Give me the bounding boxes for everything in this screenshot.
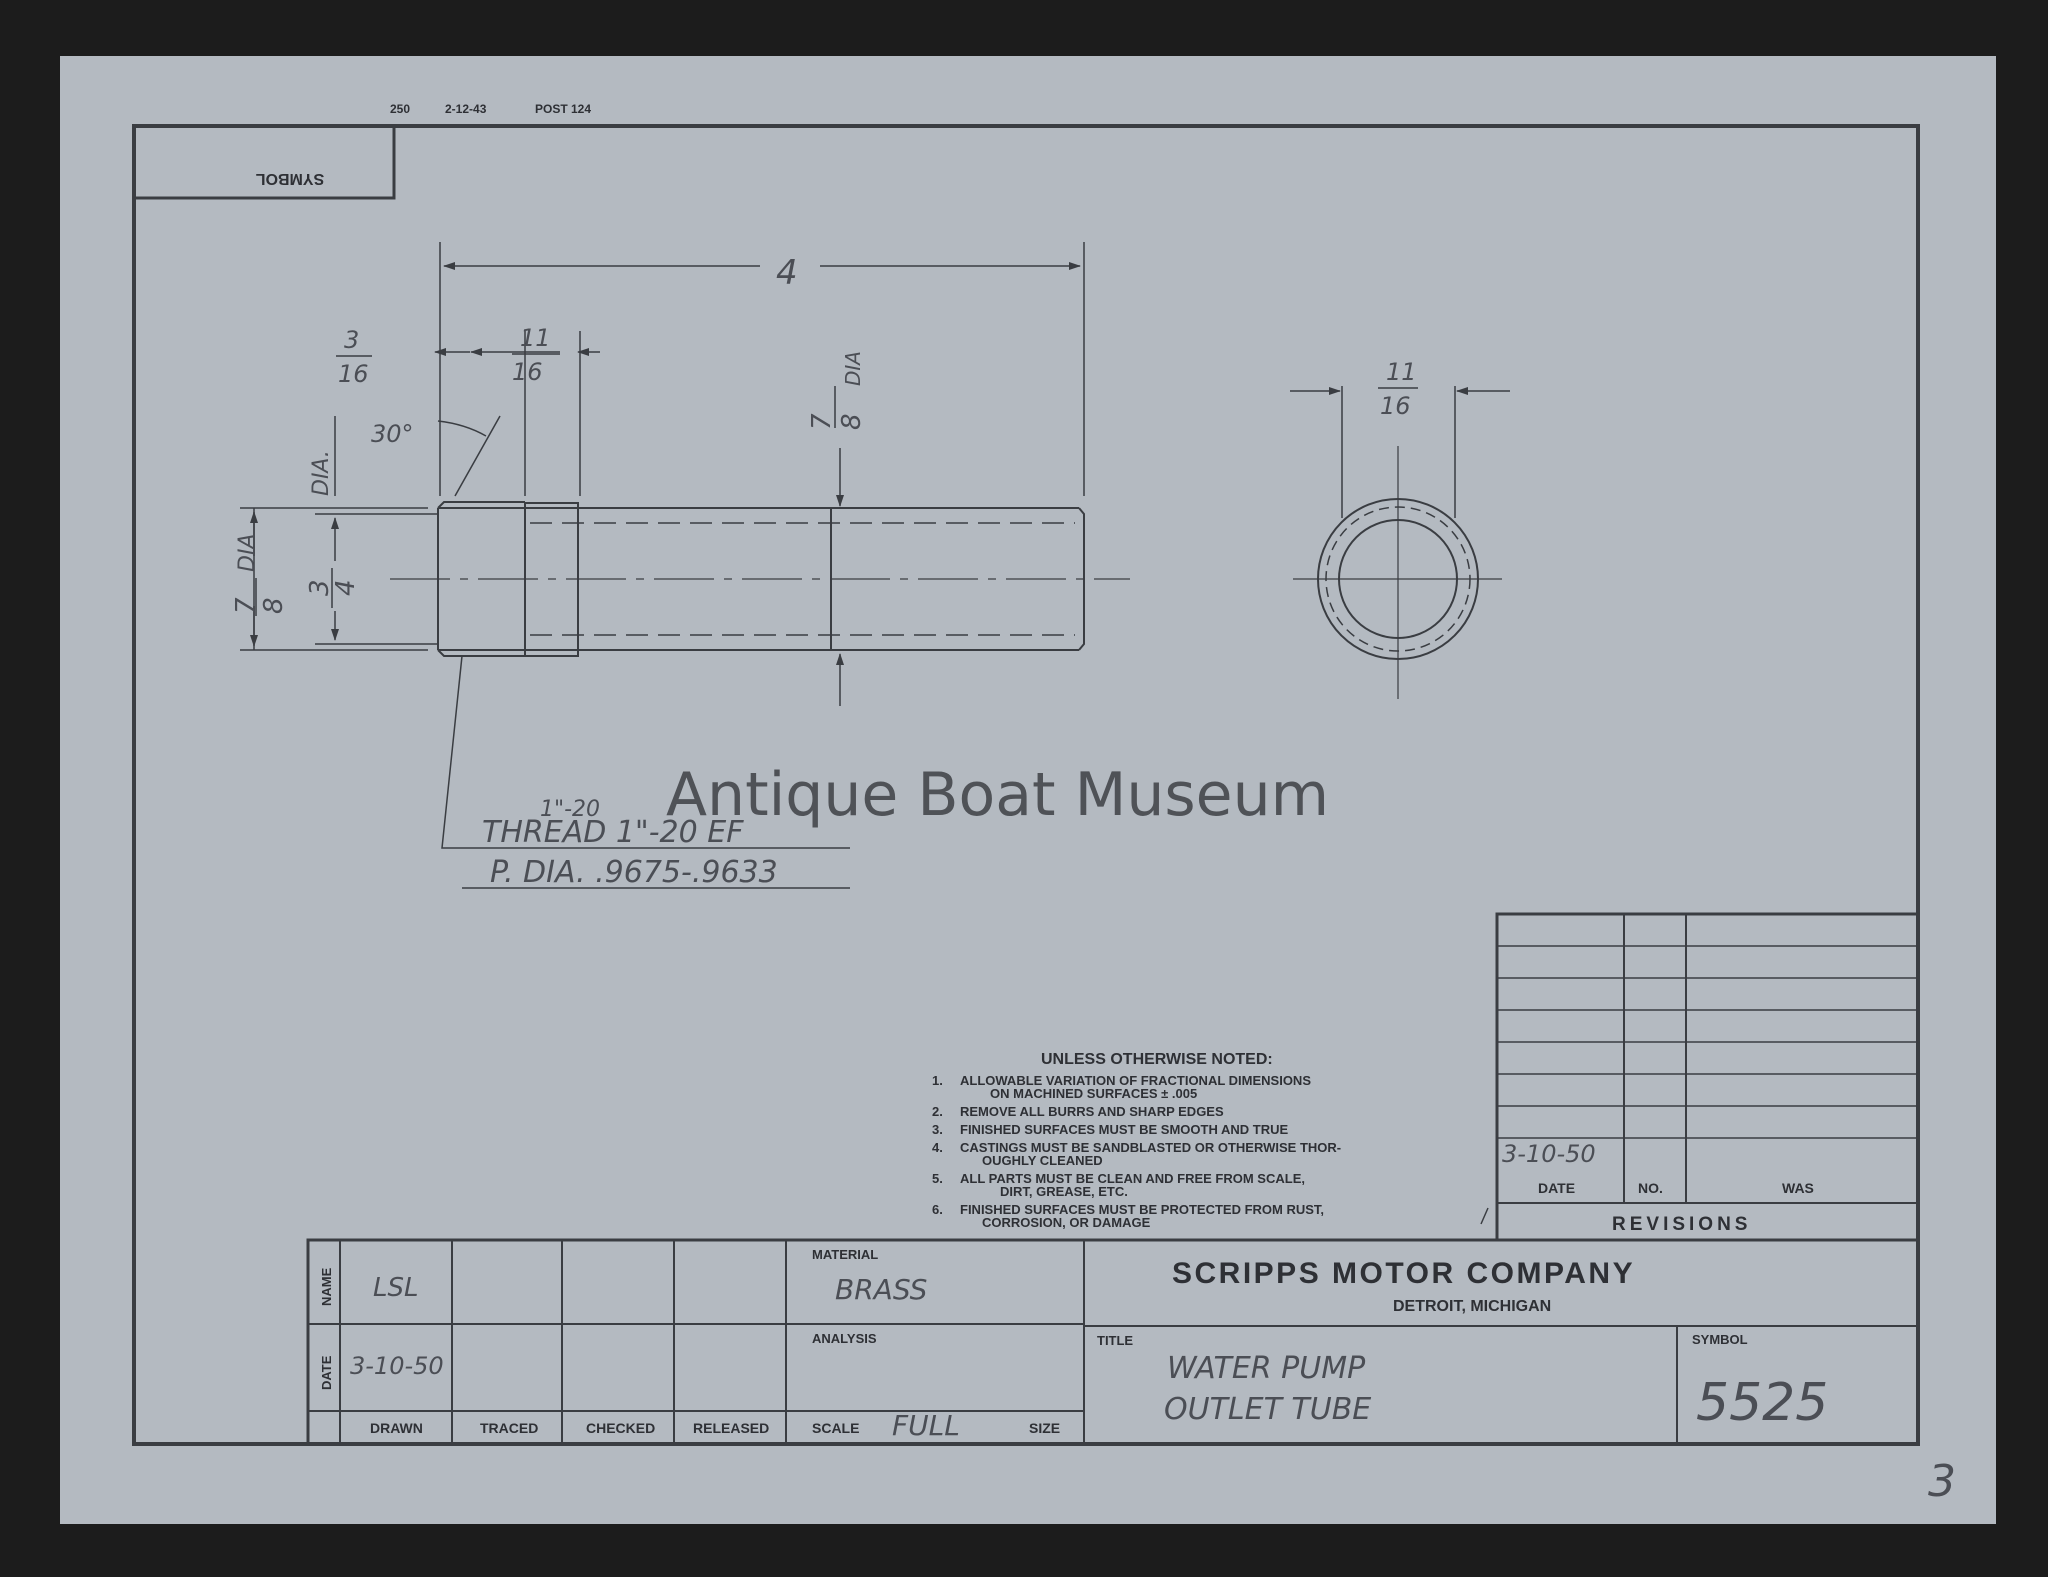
note-5-num: 5. [932,1171,943,1186]
chamfer-numerator: 3 [344,326,360,354]
row-label-name: NAME [319,1267,334,1306]
note-4-line1: CASTINGS MUST BE SANDBLASTED OR OTHERWISE THOR- [960,1140,1342,1155]
overall-length-value: 4 [776,253,798,293]
symbol-box-label: SYMBOL [255,170,325,187]
bore-dia-numerator: 3 [305,579,335,596]
title-label: TITLE [1097,1333,1134,1348]
angle-arc [438,421,486,436]
note-4-line2: OUGHLY CLEANED [982,1153,1103,1168]
dia-tag: DIA. [309,450,334,496]
thread-scribble: 1"-20 [540,797,601,822]
material-value: BRASS [835,1273,928,1306]
note-3-line1: FINISHED SURFACES MUST BE SMOOTH AND TRUE [960,1122,1289,1137]
form-date: 2-12-43 [445,102,487,116]
scale-value: FULL [892,1409,960,1442]
sheet-number: 3 [1928,1456,1956,1507]
note-1-line1: ALLOWABLE VARIATION OF FRACTIONAL DIMENSIONS [960,1073,1311,1088]
tube-side-view [390,502,1130,656]
note-6-line2: CORROSION, OR DAMAGE [982,1215,1151,1230]
row-label-date: DATE [319,1355,334,1390]
drawn-name: LSL [373,1273,419,1303]
note-4-num: 4. [932,1140,943,1155]
size-label: SIZE [1029,1420,1061,1436]
col-checked: CHECKED [586,1420,656,1436]
drawn-date: 3-10-50 [350,1352,444,1380]
revisions-table [1497,914,1918,1240]
angle-value: 30° [371,420,414,448]
note-2-line1: REMOVE ALL BURRS AND SHARP EDGES [960,1104,1224,1119]
general-notes [932,1051,1341,1230]
note-1-num: 1. [932,1073,943,1088]
form-code: POST 124 [535,102,592,116]
end-view-denominator: 16 [1380,392,1411,420]
scale-label: SCALE [812,1420,860,1436]
outer-dia-denominator: 8 [259,597,289,614]
thread-length-denominator: 16 [512,358,543,386]
analysis-label: ANALYSIS [812,1331,877,1346]
drawing-sheet [60,56,1996,1524]
col-released: RELEASED [693,1420,770,1436]
note-5-line1: ALL PARTS MUST BE CLEAN AND FREE FROM SCALE, [960,1171,1305,1186]
revision-col-date: DATE [1538,1180,1576,1196]
title-line2: OUTLET TUBE [1164,1392,1372,1427]
note-2-num: 2. [932,1104,943,1119]
outer-dia-tag: DIA [235,533,260,572]
note-6-line1: FINISHED SURFACES MUST BE PROTECTED FROM RUST, [960,1202,1325,1217]
engineering-drawing [60,56,1996,1524]
revisions-title: REVISIONS [1612,1214,1752,1235]
tube-end-view [1293,446,1502,699]
col-drawn: DRAWN [370,1420,423,1436]
notes-heading: UNLESS OTHERWISE NOTED: [1041,1051,1273,1068]
thread-length-numerator: 11 [520,324,551,352]
revision-col-no: NO. [1638,1180,1663,1196]
body-dia-denominator: 8 [837,413,867,430]
revision-col-was: WAS [1782,1180,1814,1196]
company-name: SCRIPPS MOTOR COMPANY [1172,1257,1636,1290]
company-location: DETROIT, MICHIGAN [1393,1298,1552,1315]
thread-note-line1: THREAD 1"-20 EF [482,815,744,850]
museum-watermark: Antique Boat Museum [666,760,1330,830]
note-3-num: 3. [932,1122,943,1137]
title-line1: WATER PUMP [1167,1351,1366,1386]
col-traced: TRACED [480,1420,539,1436]
note-1-line2: ON MACHINED SURFACES ± .005 [990,1086,1198,1101]
note-5-line2: DIRT, GREASE, ETC. [1000,1184,1128,1199]
form-number: 250 [390,102,411,116]
revision-date-entry: 3-10-50 [1502,1140,1596,1168]
thread-note-line2: P. DIA. .9675-.9633 [490,855,778,890]
end-view-numerator: 11 [1386,358,1417,386]
body-dia-numerator: 7 [807,413,837,430]
symbol-label: SYMBOL [1692,1332,1748,1347]
symbol-value: 5525 [1696,1373,1829,1433]
bore-dia-denominator: 4 [331,579,361,596]
outer-dia-numerator: 7 [231,597,261,614]
chamfer-denominator: 16 [338,360,369,388]
body-dia-tag: DIA [841,351,865,386]
material-label: MATERIAL [812,1247,879,1262]
note-6-num: 6. [932,1202,943,1217]
